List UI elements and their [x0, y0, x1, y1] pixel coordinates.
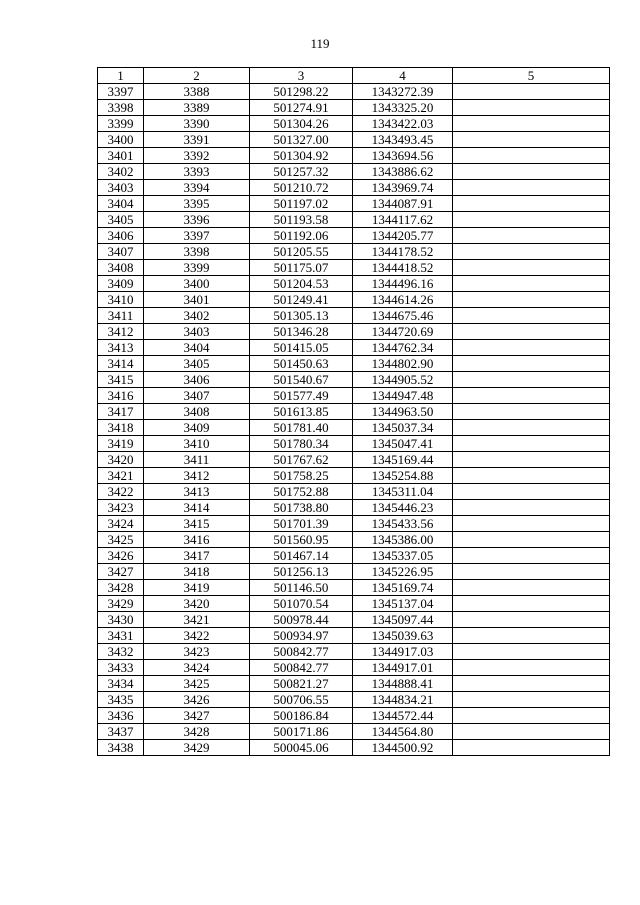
table-cell: 501298.22 — [250, 84, 353, 100]
table-cell — [453, 212, 610, 228]
table-cell: 1345169.74 — [353, 580, 453, 596]
table-cell: 501249.41 — [250, 292, 353, 308]
table-cell: 3421 — [144, 612, 250, 628]
table-cell: 3398 — [98, 100, 144, 116]
table-row — [98, 676, 610, 692]
table-cell: 1343886.62 — [353, 164, 453, 180]
table-row — [98, 292, 610, 308]
table-cell: 3418 — [98, 420, 144, 436]
table-cell: 3401 — [144, 292, 250, 308]
table-cell: 501450.63 — [250, 356, 353, 372]
table-cell: 3416 — [144, 532, 250, 548]
table-cell: 1345037.34 — [353, 420, 453, 436]
table-cell — [453, 564, 610, 580]
table-cell: 3429 — [98, 596, 144, 612]
table-body — [98, 84, 610, 756]
table-cell: 501146.50 — [250, 580, 353, 596]
table-cell: 3394 — [144, 180, 250, 196]
table-cell: 500934.97 — [250, 628, 353, 644]
table-cell: 500978.44 — [250, 612, 353, 628]
table-cell: 3415 — [98, 372, 144, 388]
table-cell: 1344614.26 — [353, 292, 453, 308]
table-cell: 3410 — [144, 436, 250, 452]
table-cell — [453, 580, 610, 596]
table-row — [98, 356, 610, 372]
table-cell: 1344963.50 — [353, 404, 453, 420]
table-cell — [453, 340, 610, 356]
table-cell: 501577.49 — [250, 388, 353, 404]
table-cell: 501767.62 — [250, 452, 353, 468]
table-cell: 501781.40 — [250, 420, 353, 436]
table-row — [98, 132, 610, 148]
table-cell: 3427 — [98, 564, 144, 580]
table-cell: 3423 — [98, 500, 144, 516]
table-cell: 501192.06 — [250, 228, 353, 244]
table-cell: 500821.27 — [250, 676, 353, 692]
table-row — [98, 548, 610, 564]
table-cell: 1344178.52 — [353, 244, 453, 260]
table-row — [98, 212, 610, 228]
table-cell: 3430 — [98, 612, 144, 628]
table-cell: 1343272.39 — [353, 84, 453, 100]
table-cell: 3391 — [144, 132, 250, 148]
table-cell: 3416 — [98, 388, 144, 404]
table-cell: 501304.26 — [250, 116, 353, 132]
table-row — [98, 484, 610, 500]
table-cell: 501780.34 — [250, 436, 353, 452]
column-header: 5 — [453, 68, 610, 84]
table-cell: 501205.55 — [250, 244, 353, 260]
table-cell: 3397 — [144, 228, 250, 244]
table-cell: 3404 — [144, 340, 250, 356]
table-cell: 1343422.03 — [353, 116, 453, 132]
table-cell — [453, 276, 610, 292]
table-cell: 3435 — [98, 692, 144, 708]
table-row — [98, 340, 610, 356]
table-cell: 3396 — [144, 212, 250, 228]
table-cell: 501256.13 — [250, 564, 353, 580]
table-cell: 501415.05 — [250, 340, 353, 356]
table-cell: 1345039.63 — [353, 628, 453, 644]
table-cell: 3419 — [144, 580, 250, 596]
table-cell: 1345047.41 — [353, 436, 453, 452]
table-cell: 3405 — [98, 212, 144, 228]
table-cell — [453, 420, 610, 436]
table-cell: 3409 — [144, 420, 250, 436]
table-row — [98, 692, 610, 708]
table-cell — [453, 292, 610, 308]
table-cell: 1343694.56 — [353, 148, 453, 164]
table-cell: 500842.77 — [250, 660, 353, 676]
table-cell: 501274.91 — [250, 100, 353, 116]
table-cell — [453, 628, 610, 644]
table-cell: 3419 — [98, 436, 144, 452]
table-cell: 3412 — [98, 324, 144, 340]
table-cell: 3427 — [144, 708, 250, 724]
table-cell: 3420 — [98, 452, 144, 468]
table-cell: 3405 — [144, 356, 250, 372]
table-cell: 3425 — [144, 676, 250, 692]
table-cell: 1344500.92 — [353, 740, 453, 756]
table-row — [98, 612, 610, 628]
table-cell: 501175.07 — [250, 260, 353, 276]
table-cell: 3393 — [144, 164, 250, 180]
table-cell: 1345433.56 — [353, 516, 453, 532]
table-cell: 3388 — [144, 84, 250, 100]
table-cell — [453, 244, 610, 260]
table-row — [98, 644, 610, 660]
table-cell: 500045.06 — [250, 740, 353, 756]
table-cell — [453, 644, 610, 660]
table-cell — [453, 260, 610, 276]
table-cell: 500842.77 — [250, 644, 353, 660]
table-cell: 1344087.91 — [353, 196, 453, 212]
table-cell: 3431 — [98, 628, 144, 644]
table-cell: 3412 — [144, 468, 250, 484]
table-header-row — [98, 68, 610, 84]
table-cell: 1344496.16 — [353, 276, 453, 292]
table-cell: 501197.02 — [250, 196, 353, 212]
table-cell: 3410 — [98, 292, 144, 308]
table-row — [98, 84, 610, 100]
table-row — [98, 436, 610, 452]
table-cell: 1344905.52 — [353, 372, 453, 388]
table-cell — [453, 148, 610, 164]
table-cell: 3413 — [98, 340, 144, 356]
table-cell: 501257.32 — [250, 164, 353, 180]
table-cell: 500186.84 — [250, 708, 353, 724]
table-cell: 501346.28 — [250, 324, 353, 340]
table-cell — [453, 468, 610, 484]
table-cell: 1344917.01 — [353, 660, 453, 676]
table-row — [98, 100, 610, 116]
table-cell: 1344564.80 — [353, 724, 453, 740]
table-row — [98, 196, 610, 212]
table-cell — [453, 516, 610, 532]
table-cell: 3428 — [144, 724, 250, 740]
table-cell: 3428 — [98, 580, 144, 596]
table-cell: 501327.00 — [250, 132, 353, 148]
table-row — [98, 740, 610, 756]
table-row — [98, 308, 610, 324]
table-cell — [453, 180, 610, 196]
table-row — [98, 388, 610, 404]
table-row — [98, 596, 610, 612]
table-cell: 3398 — [144, 244, 250, 260]
table-cell — [453, 708, 610, 724]
table-row — [98, 324, 610, 340]
table-cell: 3422 — [98, 484, 144, 500]
table-cell: 1345446.23 — [353, 500, 453, 516]
table-cell: 3429 — [144, 740, 250, 756]
table-cell — [453, 324, 610, 340]
table-row — [98, 164, 610, 180]
coordinates-table — [97, 67, 610, 756]
table-cell: 1343493.45 — [353, 132, 453, 148]
table-cell: 501701.39 — [250, 516, 353, 532]
table-cell: 1344418.52 — [353, 260, 453, 276]
table-cell: 501613.85 — [250, 404, 353, 420]
table-cell: 3403 — [144, 324, 250, 340]
table-cell — [453, 196, 610, 212]
table-cell: 3407 — [144, 388, 250, 404]
table-cell — [453, 612, 610, 628]
table-cell: 3415 — [144, 516, 250, 532]
table-cell — [453, 84, 610, 100]
table-row — [98, 500, 610, 516]
table-row — [98, 420, 610, 436]
table-row — [98, 276, 610, 292]
table-cell: 1343969.74 — [353, 180, 453, 196]
table-cell: 3421 — [98, 468, 144, 484]
table-cell: 3420 — [144, 596, 250, 612]
table-row — [98, 244, 610, 260]
table-cell: 1344947.48 — [353, 388, 453, 404]
table-cell — [453, 740, 610, 756]
table-cell — [453, 532, 610, 548]
table-cell: 3423 — [144, 644, 250, 660]
table-cell: 1344205.77 — [353, 228, 453, 244]
table-row — [98, 260, 610, 276]
table-cell: 3402 — [144, 308, 250, 324]
table-row — [98, 532, 610, 548]
table-cell — [453, 596, 610, 612]
table-row — [98, 372, 610, 388]
table-cell: 501304.92 — [250, 148, 353, 164]
table-cell: 1344675.46 — [353, 308, 453, 324]
table-row — [98, 452, 610, 468]
table-row — [98, 660, 610, 676]
table-cell: 3389 — [144, 100, 250, 116]
table-row — [98, 180, 610, 196]
table-cell: 1345386.00 — [353, 532, 453, 548]
table-cell: 3414 — [98, 356, 144, 372]
table-row — [98, 228, 610, 244]
table-cell: 3407 — [98, 244, 144, 260]
table-cell: 3418 — [144, 564, 250, 580]
table-cell — [453, 372, 610, 388]
table-cell — [453, 692, 610, 708]
table-cell: 501210.72 — [250, 180, 353, 196]
table-cell — [453, 228, 610, 244]
table-cell: 1344888.41 — [353, 676, 453, 692]
table-cell: 3426 — [144, 692, 250, 708]
table-cell — [453, 164, 610, 180]
table-cell: 1344117.62 — [353, 212, 453, 228]
table-cell — [453, 660, 610, 676]
table-cell: 501752.88 — [250, 484, 353, 500]
table-cell: 1344802.90 — [353, 356, 453, 372]
table-cell: 1344762.34 — [353, 340, 453, 356]
table-cell: 3425 — [98, 532, 144, 548]
table-cell: 3399 — [144, 260, 250, 276]
table-row — [98, 564, 610, 580]
table-cell: 3395 — [144, 196, 250, 212]
table-cell: 3402 — [98, 164, 144, 180]
table-cell: 3406 — [144, 372, 250, 388]
table-cell: 3400 — [98, 132, 144, 148]
table-cell: 3426 — [98, 548, 144, 564]
table-cell: 1344834.21 — [353, 692, 453, 708]
table-cell: 3434 — [98, 676, 144, 692]
table-cell: 501758.25 — [250, 468, 353, 484]
table-cell: 1345337.05 — [353, 548, 453, 564]
table-cell: 3408 — [144, 404, 250, 420]
table-cell: 1345311.04 — [353, 484, 453, 500]
table-cell: 501540.67 — [250, 372, 353, 388]
table-cell: 3438 — [98, 740, 144, 756]
table-cell: 3409 — [98, 276, 144, 292]
table-cell: 1345097.44 — [353, 612, 453, 628]
table-row — [98, 628, 610, 644]
table-cell — [453, 484, 610, 500]
table-cell: 3408 — [98, 260, 144, 276]
column-header: 4 — [353, 68, 453, 84]
table-cell — [453, 452, 610, 468]
table-cell — [453, 404, 610, 420]
table-cell: 3437 — [98, 724, 144, 740]
table-cell: 3432 — [98, 644, 144, 660]
table-cell: 1344720.69 — [353, 324, 453, 340]
table-cell: 1345226.95 — [353, 564, 453, 580]
page-number: 119 — [310, 36, 330, 51]
table-cell: 3422 — [144, 628, 250, 644]
table-cell: 3406 — [98, 228, 144, 244]
table-cell — [453, 436, 610, 452]
table-cell: 3414 — [144, 500, 250, 516]
table-cell: 501305.13 — [250, 308, 353, 324]
table-cell — [453, 116, 610, 132]
table-row — [98, 148, 610, 164]
table-cell — [453, 308, 610, 324]
table-cell: 500171.86 — [250, 724, 353, 740]
table-cell: 3417 — [98, 404, 144, 420]
table-cell: 1345169.44 — [353, 452, 453, 468]
table-cell: 3424 — [98, 516, 144, 532]
table-cell: 501467.14 — [250, 548, 353, 564]
table-cell: 501070.54 — [250, 596, 353, 612]
table-cell: 501560.95 — [250, 532, 353, 548]
table-row — [98, 516, 610, 532]
table-cell — [453, 500, 610, 516]
table-cell: 3400 — [144, 276, 250, 292]
table-cell — [453, 132, 610, 148]
table-cell: 3411 — [144, 452, 250, 468]
table-cell: 500706.55 — [250, 692, 353, 708]
table-cell: 3401 — [98, 148, 144, 164]
table-cell: 3424 — [144, 660, 250, 676]
table-row — [98, 404, 610, 420]
table-cell — [453, 100, 610, 116]
table-cell: 501193.58 — [250, 212, 353, 228]
table-cell: 3390 — [144, 116, 250, 132]
column-header: 1 — [98, 68, 144, 84]
table-cell: 3413 — [144, 484, 250, 500]
table-row — [98, 116, 610, 132]
table-cell: 1344917.03 — [353, 644, 453, 660]
table-cell — [453, 548, 610, 564]
table-cell — [453, 724, 610, 740]
table-cell: 3436 — [98, 708, 144, 724]
table-cell: 501738.80 — [250, 500, 353, 516]
table-cell: 3411 — [98, 308, 144, 324]
table-cell: 3397 — [98, 84, 144, 100]
table-cell: 3433 — [98, 660, 144, 676]
table-row — [98, 724, 610, 740]
table-cell: 1344572.44 — [353, 708, 453, 724]
table-cell: 1345254.88 — [353, 468, 453, 484]
column-header: 3 — [250, 68, 353, 84]
table-cell: 1343325.20 — [353, 100, 453, 116]
table-cell — [453, 388, 610, 404]
table-cell: 1345137.04 — [353, 596, 453, 612]
table-cell: 3404 — [98, 196, 144, 212]
table-cell: 3403 — [98, 180, 144, 196]
column-header: 2 — [144, 68, 250, 84]
table-cell — [453, 356, 610, 372]
table-row — [98, 580, 610, 596]
table-row — [98, 708, 610, 724]
table-cell: 3392 — [144, 148, 250, 164]
table-cell: 501204.53 — [250, 276, 353, 292]
table-cell: 3417 — [144, 548, 250, 564]
table-row — [98, 468, 610, 484]
table-cell — [453, 676, 610, 692]
table-cell: 3399 — [98, 116, 144, 132]
